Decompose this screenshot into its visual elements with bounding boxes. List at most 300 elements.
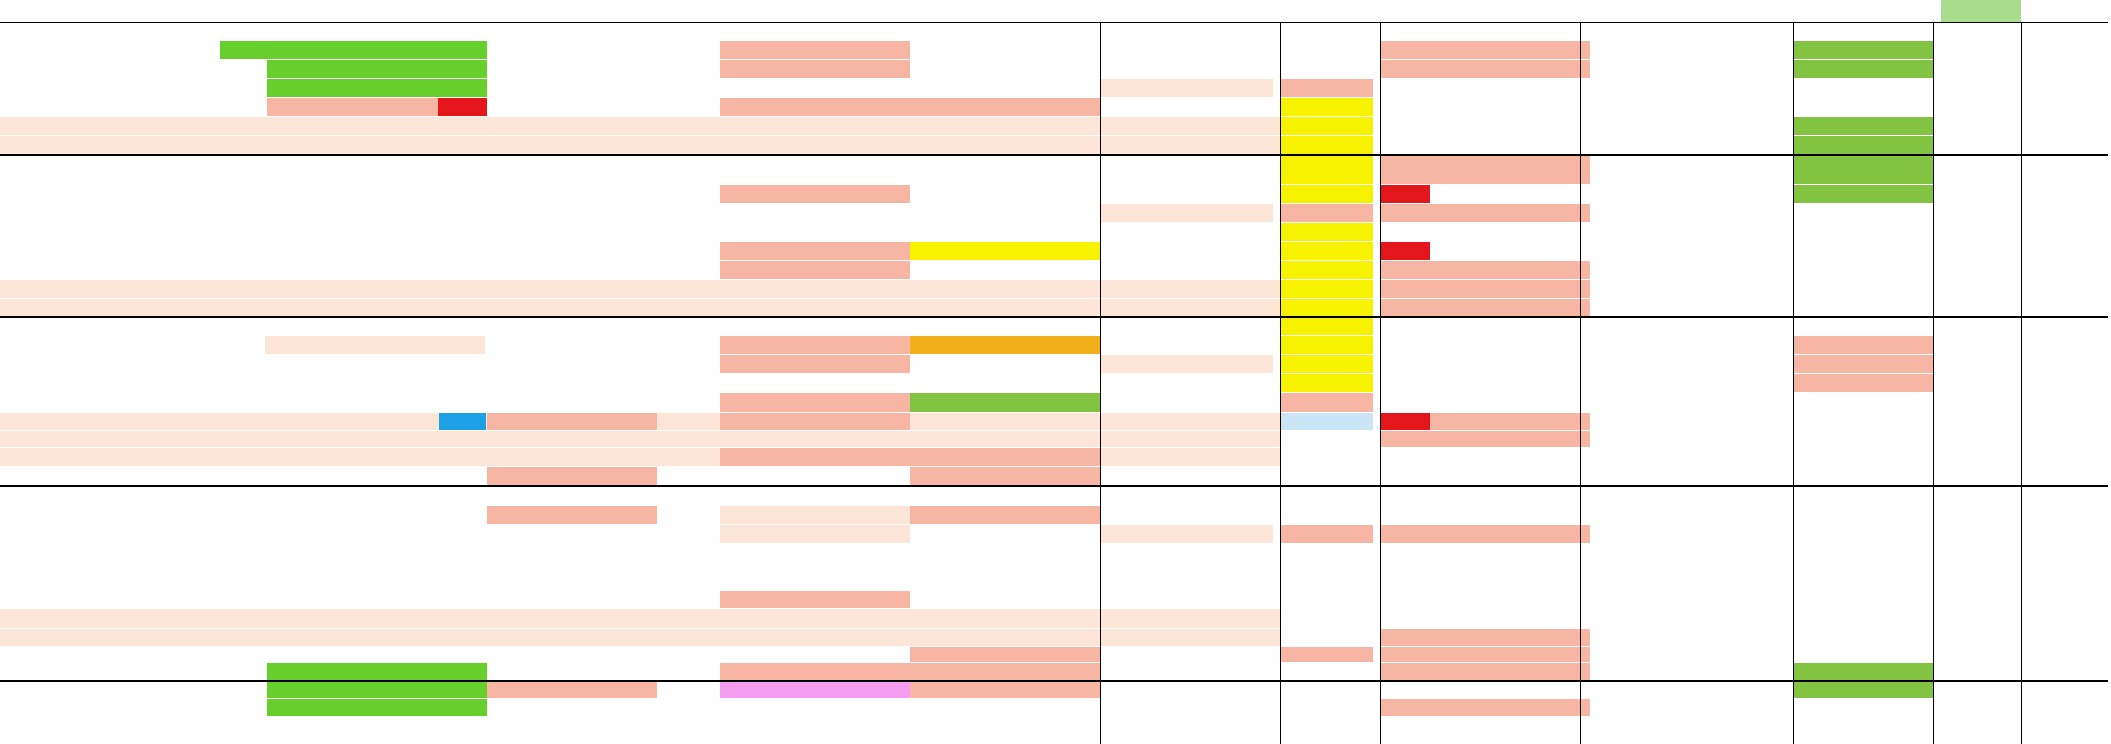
bhadra-mukha [1103, 412, 1273, 431]
nakshatra-name [1602, 203, 1702, 222]
rashi-name [1815, 335, 1895, 354]
avajogi-nakshatra [2024, 184, 2108, 203]
yoga-name [1402, 466, 1512, 485]
cell-fill [0, 431, 1280, 447]
muhurta-cell [720, 241, 910, 260]
rashi-name [1815, 116, 1895, 135]
planet-transit [913, 116, 1100, 135]
nakshatra-name [1602, 412, 1702, 431]
sunset-time [222, 412, 267, 431]
planet-transit [913, 97, 1100, 116]
jogi-nakshatra [1963, 316, 2023, 335]
jogi-nakshatra [1963, 116, 2023, 135]
muhurta-cell [720, 97, 910, 116]
nakshatra-nature [1737, 78, 1797, 97]
yoga-end [1522, 184, 1577, 203]
avajogi-nakshatra [2024, 447, 2108, 466]
nakshatra-nature [1737, 241, 1797, 260]
jogi-nakshatra [1963, 608, 2023, 627]
nakshatra-nature [1737, 184, 1797, 203]
rashi-name [1815, 154, 1895, 173]
tithi-number [1284, 373, 1306, 392]
cell-fill [720, 591, 910, 608]
yoga-end [1522, 543, 1577, 562]
yoga-name [1402, 412, 1512, 431]
jogi-nakshatra [1963, 335, 2023, 354]
tithi-end [1330, 279, 1377, 298]
moon-status [270, 698, 440, 717]
moon-time [440, 335, 485, 354]
avajogi-nakshatra [2024, 698, 2108, 717]
jogi-nakshatra [1963, 298, 2023, 317]
tithi-number [1284, 628, 1306, 647]
rashi-name [1815, 241, 1895, 260]
nakshatra-end [1690, 279, 1732, 298]
rashi-name [1815, 466, 1895, 485]
moon-time [440, 40, 485, 59]
yoga-name [1402, 628, 1512, 647]
yoga-name [1402, 662, 1512, 681]
sunrise-time [180, 335, 220, 354]
nakshatra-name [1602, 447, 1702, 466]
muhurta-cell [720, 524, 910, 543]
sunset-time [222, 116, 267, 135]
sunset-time [222, 590, 267, 609]
rashi-time [1890, 662, 1932, 681]
muhurta-cell [720, 447, 910, 466]
rashi-name [1815, 485, 1895, 504]
tithi-end [1330, 392, 1377, 411]
nakshatra-name [1602, 78, 1702, 97]
sunset-time [222, 78, 267, 97]
tithi-number [1284, 680, 1306, 699]
sunrise-time [180, 524, 220, 543]
sunset-time [222, 279, 267, 298]
nakshatra-nature [1737, 335, 1797, 354]
tithi-end [1330, 22, 1377, 41]
nakshatra-end [1690, 203, 1732, 222]
tithi-number [1284, 116, 1306, 135]
date-cell [0, 116, 100, 135]
yoga-end [1522, 279, 1577, 298]
nakshatra-name [1602, 279, 1702, 298]
date-cell [0, 203, 100, 222]
column-divider [1280, 22, 1281, 744]
nakshatra-name [1602, 505, 1702, 524]
tithi-end [1330, 40, 1377, 59]
avajogi-nakshatra [2024, 505, 2108, 524]
nakshatra-nature [1737, 22, 1797, 41]
sunset-time [222, 524, 267, 543]
nakshatra-nature [1737, 662, 1797, 681]
moon-status [270, 354, 440, 373]
cell-fill [438, 98, 487, 116]
nakshatra-name [1602, 135, 1702, 154]
yoga-end [1522, 116, 1577, 135]
nakshatra-name [1602, 543, 1702, 562]
nakshatra-end [1690, 298, 1732, 317]
nakshatra-name [1602, 680, 1702, 699]
planet-transit [913, 241, 1100, 260]
sunrise-time [180, 466, 220, 485]
column-divider [1580, 22, 1581, 744]
avajogi-nakshatra [2024, 543, 2108, 562]
avajogi-nakshatra [2024, 260, 2108, 279]
rashi-time [1890, 203, 1932, 222]
tithi-end [1330, 335, 1377, 354]
avajogi-nakshatra [2024, 628, 2108, 647]
yoga-end [1522, 203, 1577, 222]
date-cell [0, 222, 100, 241]
rashi-time [1890, 116, 1932, 135]
nakshatra-end [1690, 184, 1732, 203]
nakshatra-name [1602, 335, 1702, 354]
yoga-end [1522, 698, 1577, 717]
rashi-time [1890, 447, 1932, 466]
yoga-name [1402, 543, 1512, 562]
sunrise-time [180, 412, 220, 431]
yoga-end [1522, 628, 1577, 647]
sunrise-time [180, 354, 220, 373]
muhurta-cell [720, 335, 910, 354]
yoga-name [1402, 40, 1512, 59]
rashi-name [1815, 203, 1895, 222]
avajogi-nakshatra [2024, 373, 2108, 392]
rashi-name [1815, 135, 1895, 154]
avajogi-nakshatra [2024, 524, 2108, 543]
tithi-end [1330, 222, 1377, 241]
jogi-nakshatra [1963, 466, 2023, 485]
tithi-end [1330, 662, 1377, 681]
avajogi-nakshatra [2024, 135, 2108, 154]
date-cell [0, 392, 100, 411]
moon-time [440, 78, 485, 97]
nakshatra-end [1690, 354, 1732, 373]
nakshatra-end [1690, 135, 1732, 154]
moon-time [440, 392, 485, 411]
tithi-end [1330, 543, 1377, 562]
yoga-end [1522, 260, 1577, 279]
nakshatra-nature [1737, 698, 1797, 717]
nakshatra-name [1602, 466, 1702, 485]
nakshatra-nature [1737, 392, 1797, 411]
sunrise-time [180, 505, 220, 524]
sunrise-time [180, 392, 220, 411]
yoga-end [1522, 412, 1577, 431]
yoga-end [1522, 97, 1577, 116]
yoga-name [1402, 59, 1512, 78]
muhurta-cell [490, 466, 650, 485]
moon-status [270, 335, 440, 354]
yoga-name [1402, 116, 1512, 135]
yoga-name [1402, 335, 1512, 354]
jogi-nakshatra [1963, 40, 2023, 59]
jogi-nakshatra [1963, 447, 2023, 466]
yoga-end [1522, 447, 1577, 466]
yoga-name [1402, 608, 1512, 627]
yoga-end [1522, 466, 1577, 485]
yoga-name [1402, 524, 1512, 543]
jogi-nakshatra [1963, 412, 2023, 431]
tithi-number [1284, 40, 1306, 59]
yoga-end [1522, 59, 1577, 78]
nakshatra-end [1690, 373, 1732, 392]
nakshatra-name [1602, 590, 1702, 609]
sunrise-time [180, 590, 220, 609]
tithi-number [1284, 222, 1306, 241]
avajogi-nakshatra [2024, 298, 2108, 317]
nakshatra-end [1690, 78, 1732, 97]
tithi-number [1284, 412, 1306, 431]
week-separator [0, 154, 2108, 156]
nakshatra-name [1602, 354, 1702, 373]
tithi-number [1284, 335, 1306, 354]
moon-time [440, 698, 485, 717]
nakshatra-name [1602, 116, 1702, 135]
avajogi-nakshatra [2024, 97, 2108, 116]
tithi-end [1330, 316, 1377, 335]
cell-fill [1280, 155, 1373, 184]
nakshatra-name [1602, 316, 1702, 335]
date-cell [0, 680, 100, 699]
yoga-name [1402, 241, 1512, 260]
sunset-time [222, 447, 267, 466]
sunset-time [222, 222, 267, 241]
sunset-time [222, 184, 267, 203]
nakshatra-end [1690, 524, 1732, 543]
tithi-end [1330, 97, 1377, 116]
rashi-time [1890, 543, 1932, 562]
jogi-nakshatra [1963, 59, 2023, 78]
planet-transit [913, 447, 1100, 466]
yoga-end [1522, 78, 1577, 97]
nakshatra-end [1690, 222, 1732, 241]
tithi-end [1330, 505, 1377, 524]
column-divider [1100, 22, 1101, 744]
date-cell [0, 628, 100, 647]
week-separator [0, 485, 2108, 487]
yoga-end [1522, 680, 1577, 699]
rashi-name [1815, 524, 1895, 543]
jogi-nakshatra [1963, 78, 2023, 97]
jogi-nakshatra [1963, 97, 2023, 116]
muhurta-cell [490, 412, 660, 431]
bhadra-mukha [1103, 354, 1273, 373]
yoga-name [1402, 135, 1512, 154]
sunset-time [222, 698, 267, 717]
moon-status [270, 97, 440, 116]
sunset-time [222, 543, 267, 562]
jogi-nakshatra [1963, 260, 2023, 279]
planet-transit [913, 662, 1100, 681]
date-cell [0, 260, 100, 279]
sunrise-time [180, 698, 220, 717]
date-cell [0, 298, 100, 317]
sunrise-time [180, 241, 220, 260]
nakshatra-name [1602, 241, 1702, 260]
tithi-number [1284, 184, 1306, 203]
muhurta-cell [720, 354, 910, 373]
moon-status [270, 78, 440, 97]
yoga-end [1522, 662, 1577, 681]
rashi-name [1815, 59, 1895, 78]
tithi-end [1330, 412, 1377, 431]
rashi-time [1890, 505, 1932, 524]
date-cell [0, 184, 100, 203]
sunset-time [222, 203, 267, 222]
tithi-end [1330, 354, 1377, 373]
rashi-name [1815, 373, 1895, 392]
sunrise-time [180, 260, 220, 279]
cell-fill [439, 413, 486, 430]
rashi-name [1815, 392, 1895, 411]
sunset-time [222, 260, 267, 279]
nakshatra-end [1690, 22, 1732, 41]
date-cell [0, 590, 100, 609]
date-cell [0, 78, 100, 97]
tithi-number [1284, 447, 1306, 466]
nakshatra-nature [1737, 316, 1797, 335]
sunrise-time [180, 447, 220, 466]
avajogi-nakshatra [2024, 116, 2108, 135]
sunrise-time [180, 40, 220, 59]
date-cell [0, 354, 100, 373]
nakshatra-nature [1737, 505, 1797, 524]
rashi-time [1890, 698, 1932, 717]
yoga-name [1402, 22, 1512, 41]
sunrise-time [180, 135, 220, 154]
moon-time [440, 662, 485, 681]
tithi-number [1284, 22, 1306, 41]
jogi-nakshatra [1963, 373, 2023, 392]
jogi-nakshatra [1963, 22, 2023, 41]
cell-fill [910, 647, 1100, 662]
rashi-name [1815, 662, 1895, 681]
nakshatra-nature [1737, 260, 1797, 279]
jogi-nakshatra [1963, 392, 2023, 411]
yoga-name [1402, 680, 1512, 699]
date-cell [0, 316, 100, 335]
yoga-end [1522, 524, 1577, 543]
date-cell [0, 505, 100, 524]
date-cell [0, 524, 100, 543]
nakshatra-name [1602, 40, 1702, 59]
sunset-time [222, 662, 267, 681]
nakshatra-name [1602, 373, 1702, 392]
sunrise-time [180, 203, 220, 222]
date-cell [0, 662, 100, 681]
avajogi-nakshatra [2024, 680, 2108, 699]
date-cell [0, 698, 100, 717]
avajogi-nakshatra [2024, 203, 2108, 222]
moon-status [270, 40, 440, 59]
tithi-end [1330, 590, 1377, 609]
jogi-nakshatra [1963, 354, 2023, 373]
sunrise-time [180, 662, 220, 681]
nakshatra-name [1602, 22, 1702, 41]
cell-fill [0, 609, 1280, 628]
rashi-name [1815, 78, 1895, 97]
yoga-name [1402, 392, 1512, 411]
rashi-name [1815, 505, 1895, 524]
jogi-nakshatra [1963, 524, 2023, 543]
rashi-time [1890, 241, 1932, 260]
column-divider [1933, 22, 1934, 744]
bhadra-mukha [1103, 203, 1273, 222]
sunset-time [222, 298, 267, 317]
yoga-end [1522, 298, 1577, 317]
planet-transit [913, 680, 1100, 699]
tithi-end [1330, 184, 1377, 203]
tithi-number [1284, 203, 1306, 222]
nakshatra-end [1690, 466, 1732, 485]
date-cell [0, 543, 100, 562]
muhurta-cell [490, 505, 650, 524]
tithi-number [1284, 260, 1306, 279]
nakshatra-name [1602, 222, 1702, 241]
nakshatra-nature [1737, 222, 1797, 241]
nakshatra-end [1690, 97, 1732, 116]
yoga-name [1402, 279, 1512, 298]
tithi-number [1284, 59, 1306, 78]
yoga-end [1522, 40, 1577, 59]
yoga-name [1402, 298, 1512, 317]
rashi-name [1815, 184, 1895, 203]
rashi-name [1815, 680, 1895, 699]
muhurta-cell [720, 392, 910, 411]
jogi-nakshatra [1963, 279, 2023, 298]
planet-transit [913, 335, 1100, 354]
jogi-nakshatra [1963, 590, 2023, 609]
moon-status [270, 392, 440, 411]
nakshatra-nature [1737, 447, 1797, 466]
nakshatra-end [1690, 662, 1732, 681]
rashi-name [1815, 543, 1895, 562]
sunset-time [222, 97, 267, 116]
sunset-time [222, 628, 267, 647]
rashi-time [1890, 40, 1932, 59]
moon-status [270, 59, 440, 78]
rashi-name [1815, 260, 1895, 279]
yoga-end [1522, 354, 1577, 373]
sunrise-time [180, 184, 220, 203]
jogi-nakshatra [1963, 505, 2023, 524]
jogi-nakshatra-header [1941, 0, 2021, 22]
tithi-end [1330, 680, 1377, 699]
yoga-end [1522, 335, 1577, 354]
tithi-number [1284, 354, 1306, 373]
rashi-name [1815, 298, 1895, 317]
jogi-nakshatra [1963, 154, 2023, 173]
yoga-name [1402, 354, 1512, 373]
nakshatra-nature [1737, 466, 1797, 485]
nakshatra-nature [1737, 590, 1797, 609]
nakshatra-end [1690, 505, 1732, 524]
muhurta-cell [720, 466, 910, 485]
sunset-time [222, 22, 267, 41]
cell-fill [910, 467, 1100, 485]
nakshatra-nature [1737, 59, 1797, 78]
muhurta-cell [720, 505, 910, 524]
date-cell [0, 279, 100, 298]
rashi-name [1815, 222, 1895, 241]
rashi-time [1890, 78, 1932, 97]
tithi-number [1284, 97, 1306, 116]
tithi-number [1284, 590, 1306, 609]
nakshatra-nature [1737, 628, 1797, 647]
date-cell [0, 412, 100, 431]
nakshatra-nature [1737, 412, 1797, 431]
